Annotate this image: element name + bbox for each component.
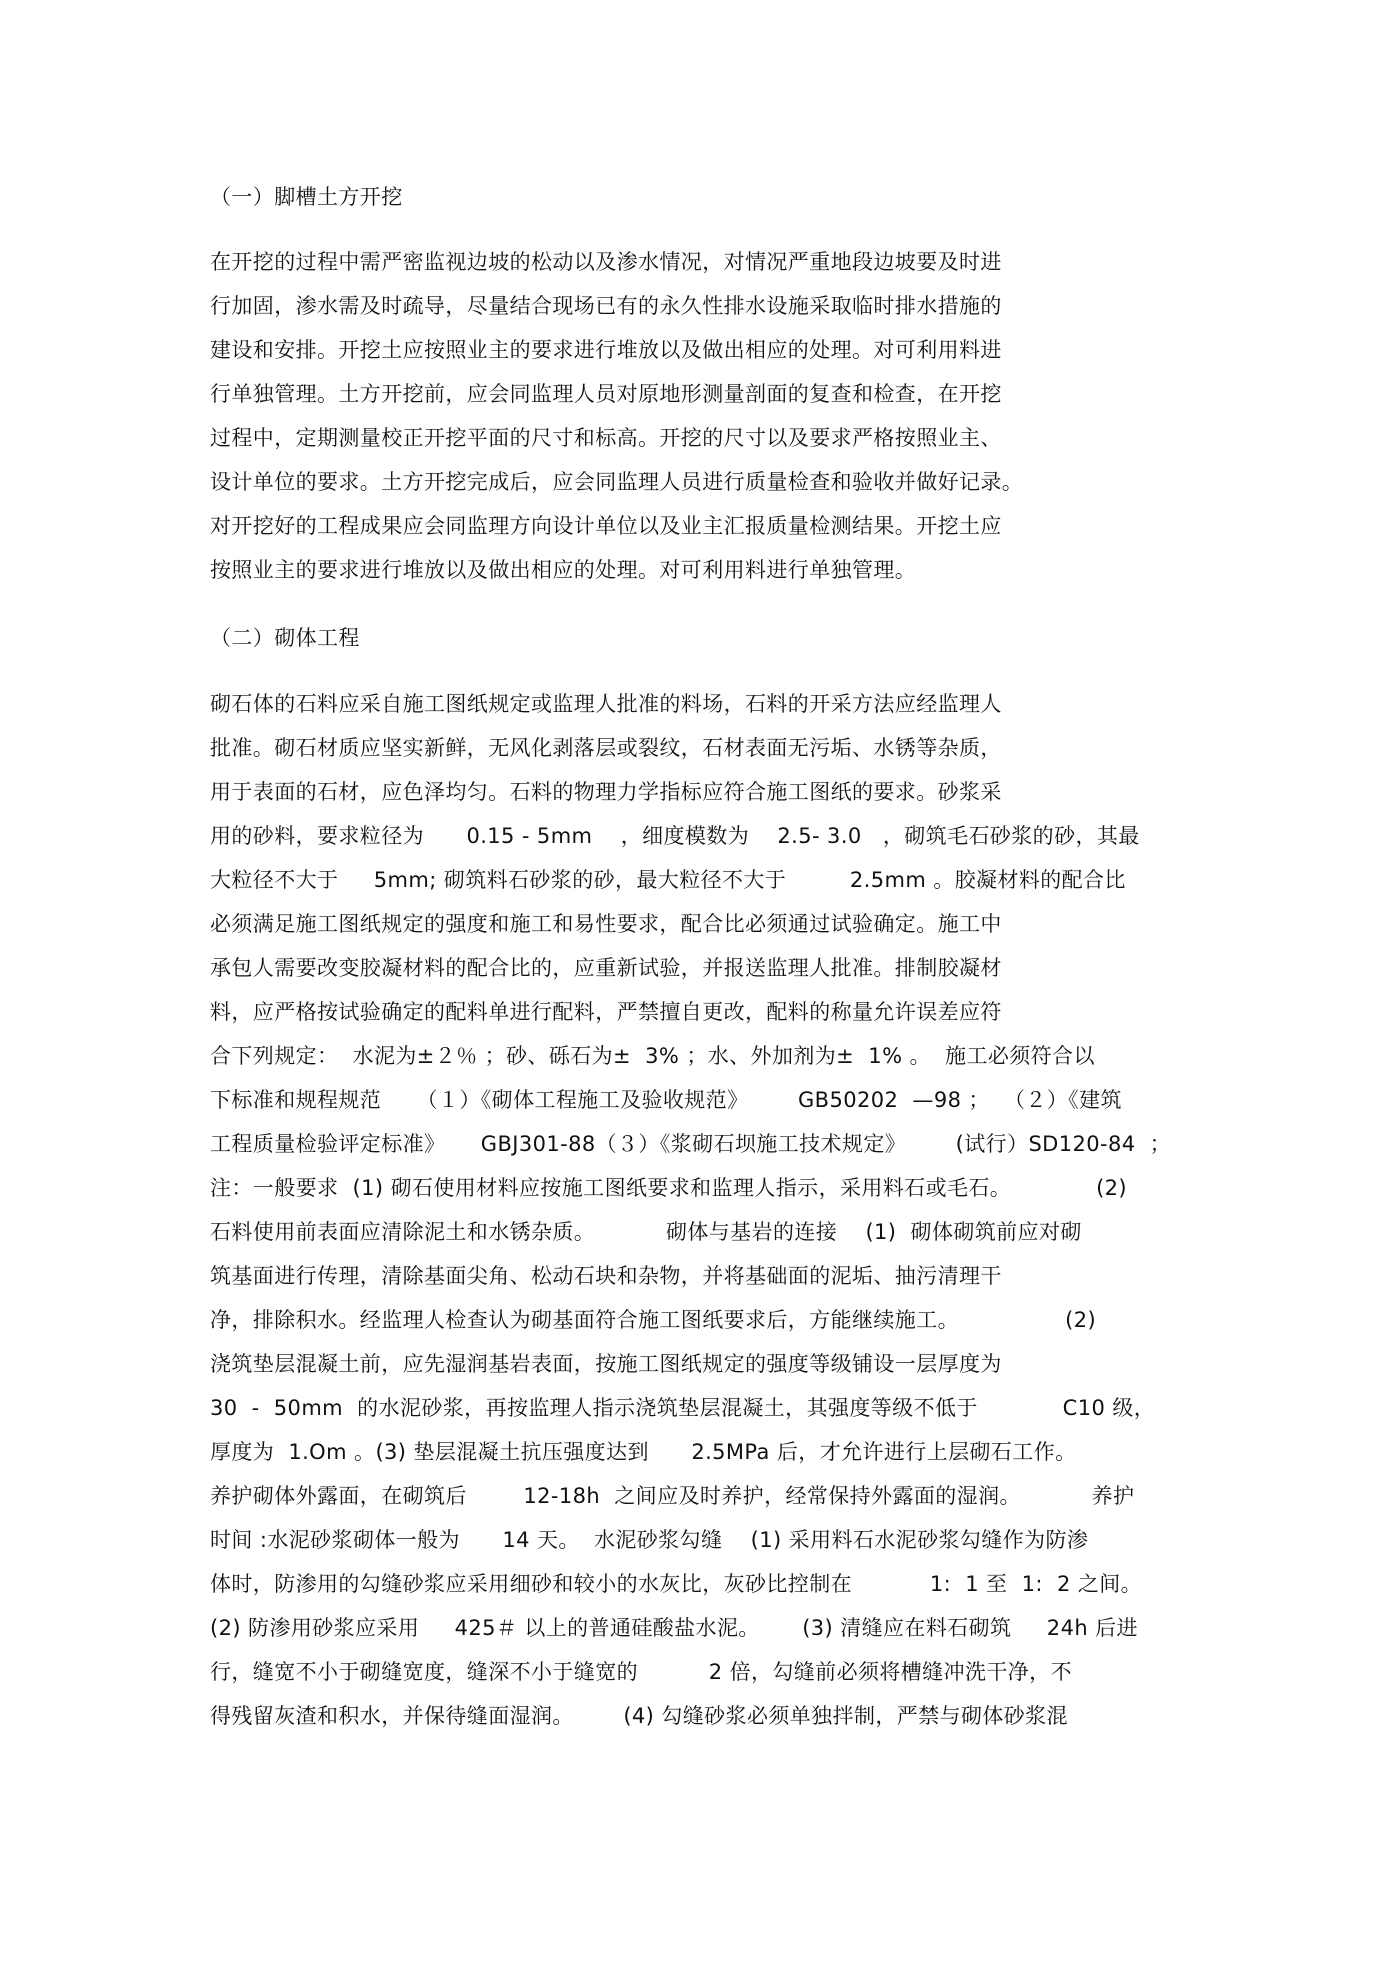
paragraph-line: 料，应严格按试验确定的配料单进行配料，严禁擅自更改，配料的称量允许误差应符 [210,1000,1002,1024]
section-heading-masonry: （二）砌体工程 [210,626,360,650]
paragraph-line: 大粒径不大于 5mm; 砌筑料石砂浆的砂，最大粒径不大于 2.5mm 。胶凝材料的配合比 [210,868,1126,892]
paragraph-line: 合下列规定： 水泥为±２％ ；砂、砾石为± 3% ；水、外加剂为± 1% 。 施工必须符合以 [210,1044,1095,1068]
paragraph-line: 用的砂料，要求粒径为 0.15 - 5mm ，细度模数为 2.5- 3.0 ，砌筑毛石砂浆的砂，其最 [210,824,1140,848]
paragraph-line: 养护砌体外露面，在砌筑后 12-18h 之间应及时养护，经常保持外露面的湿润。 养护 [210,1484,1135,1508]
paragraph-line: 承包人需要改变胶凝材料的配合比的，应重新试验，并报送监理人批准。排制胶凝材 [210,956,1002,980]
paragraph-line: 净，排除积水。经监理人检查认为砌基面符合施工图纸要求后，方能继续施工。 (2) [210,1308,1097,1332]
paragraph-line: 在开挖的过程中需严密监视边坡的松动以及渗水情况，对情况严重地段边坡要及时进 [210,250,1002,274]
paragraph-line: (2) 防渗用砂浆应采用 425＃ 以上的普通硅酸盐水泥。 (3) 清缝应在料石砌筑 24h 后进 [210,1616,1138,1640]
paragraph-line: 设计单位的要求。土方开挖完成后，应会同监理人员进行质量检查和验收并做好记录。 [210,470,1024,494]
paragraph-line: 按照业主的要求进行堆放以及做出相应的处理。对可利用料进行单独管理。 [210,558,917,582]
section-heading-earthwork: （一）脚槽土方开挖 [210,185,403,209]
paragraph-line: 对开挖好的工程成果应会同监理方向设计单位以及业主汇报质量检测结果。开挖土应 [210,514,1002,538]
paragraph-line: 厚度为 1.Om 。(3) 垫层混凝土抗压强度达到 2.5MPa 后，才允许进行上层砌石工作。 [210,1440,1077,1464]
paragraph-line: 石料使用前表面应清除泥土和水锈杂质。 砌体与基岩的连接 (1) 砌体砌筑前应对砌 [210,1220,1082,1244]
paragraph-line: 建设和安排。开挖土应按照业主的要求进行堆放以及做出相应的处理。对可利用料进 [210,338,1002,362]
paragraph-line: 砌石体的石料应采自施工图纸规定或监理人批准的料场，石料的开采方法应经监理人 [210,692,1002,716]
paragraph-line: 筑基面进行传理，清除基面尖角、松动石块和杂物，并将基础面的泥垢、抽污清理干 [210,1264,1002,1288]
paragraph-line: 注：一般要求 (1) 砌石使用材料应按施工图纸要求和监理人指示，采用料石或毛石。 (2) [210,1176,1128,1200]
paragraph-line: 时间 :水泥砂浆砌体一般为 14 天。 水泥砂浆勾缝 (1) 采用料石水泥砂浆勾缝作为防渗 [210,1528,1089,1552]
paragraph-line: 批准。砌石材质应坚实新鲜，无风化剥落层或裂纹，石材表面无污垢、水锈等杂质， [210,736,1002,760]
paragraph-line: 过程中，定期测量校正开挖平面的尺寸和标高。开挖的尺寸以及要求严格按照业主、 [210,426,1002,450]
paragraph-line: 浇筑垫层混凝土前，应先湿润基岩表面，按施工图纸规定的强度等级铺设一层厚度为 [210,1352,1002,1376]
paragraph-line: 体时，防渗用的勾缝砂浆应采用细砂和较小的水灰比，灰砂比控制在 1: 1 至 1: 2 之间。 [210,1572,1143,1596]
paragraph-line: 行加固，渗水需及时疏导，尽量结合现场已有的永久性排水设施采取临时排水措施的 [210,294,1002,318]
paragraph-line: 下标准和规程规范 （１）《砌体工程施工及验收规范》 GB50202 —98 ； （２）《建筑 [210,1088,1122,1112]
paragraph-line: 用于表面的石材，应色泽均匀。石料的物理力学指标应符合施工图纸的要求。砂浆采 [210,780,1002,804]
paragraph-line: 行单独管理。土方开挖前，应会同监理人员对原地形测量剖面的复查和检查，在开挖 [210,382,1002,406]
paragraph-line: 30 - 50mm 的水泥砂浆，再按监理人指示浇筑垫层混凝土，其强度等级不低于 C10 级， [210,1396,1156,1420]
paragraph-line: 得残留灰渣和积水，并保待缝面湿润。 (4) 勾缝砂浆必须单独拌制，严禁与砌体砂浆混 [210,1704,1068,1728]
paragraph-line: 必须满足施工图纸规定的强度和施工和易性要求，配合比必须通过试验确定。施工中 [210,912,1002,936]
paragraph-line: 工程质量检验评定标准》 GBJ301-88（３）《浆砌石坝施工技术规定》 (试行）SD120-84 ； [210,1132,1172,1156]
paragraph-line: 行，缝宽不小于砌缝宽度，缝深不小于缝宽的 2 倍，勾缝前必须将槽缝冲洗干净，不 [210,1660,1072,1684]
